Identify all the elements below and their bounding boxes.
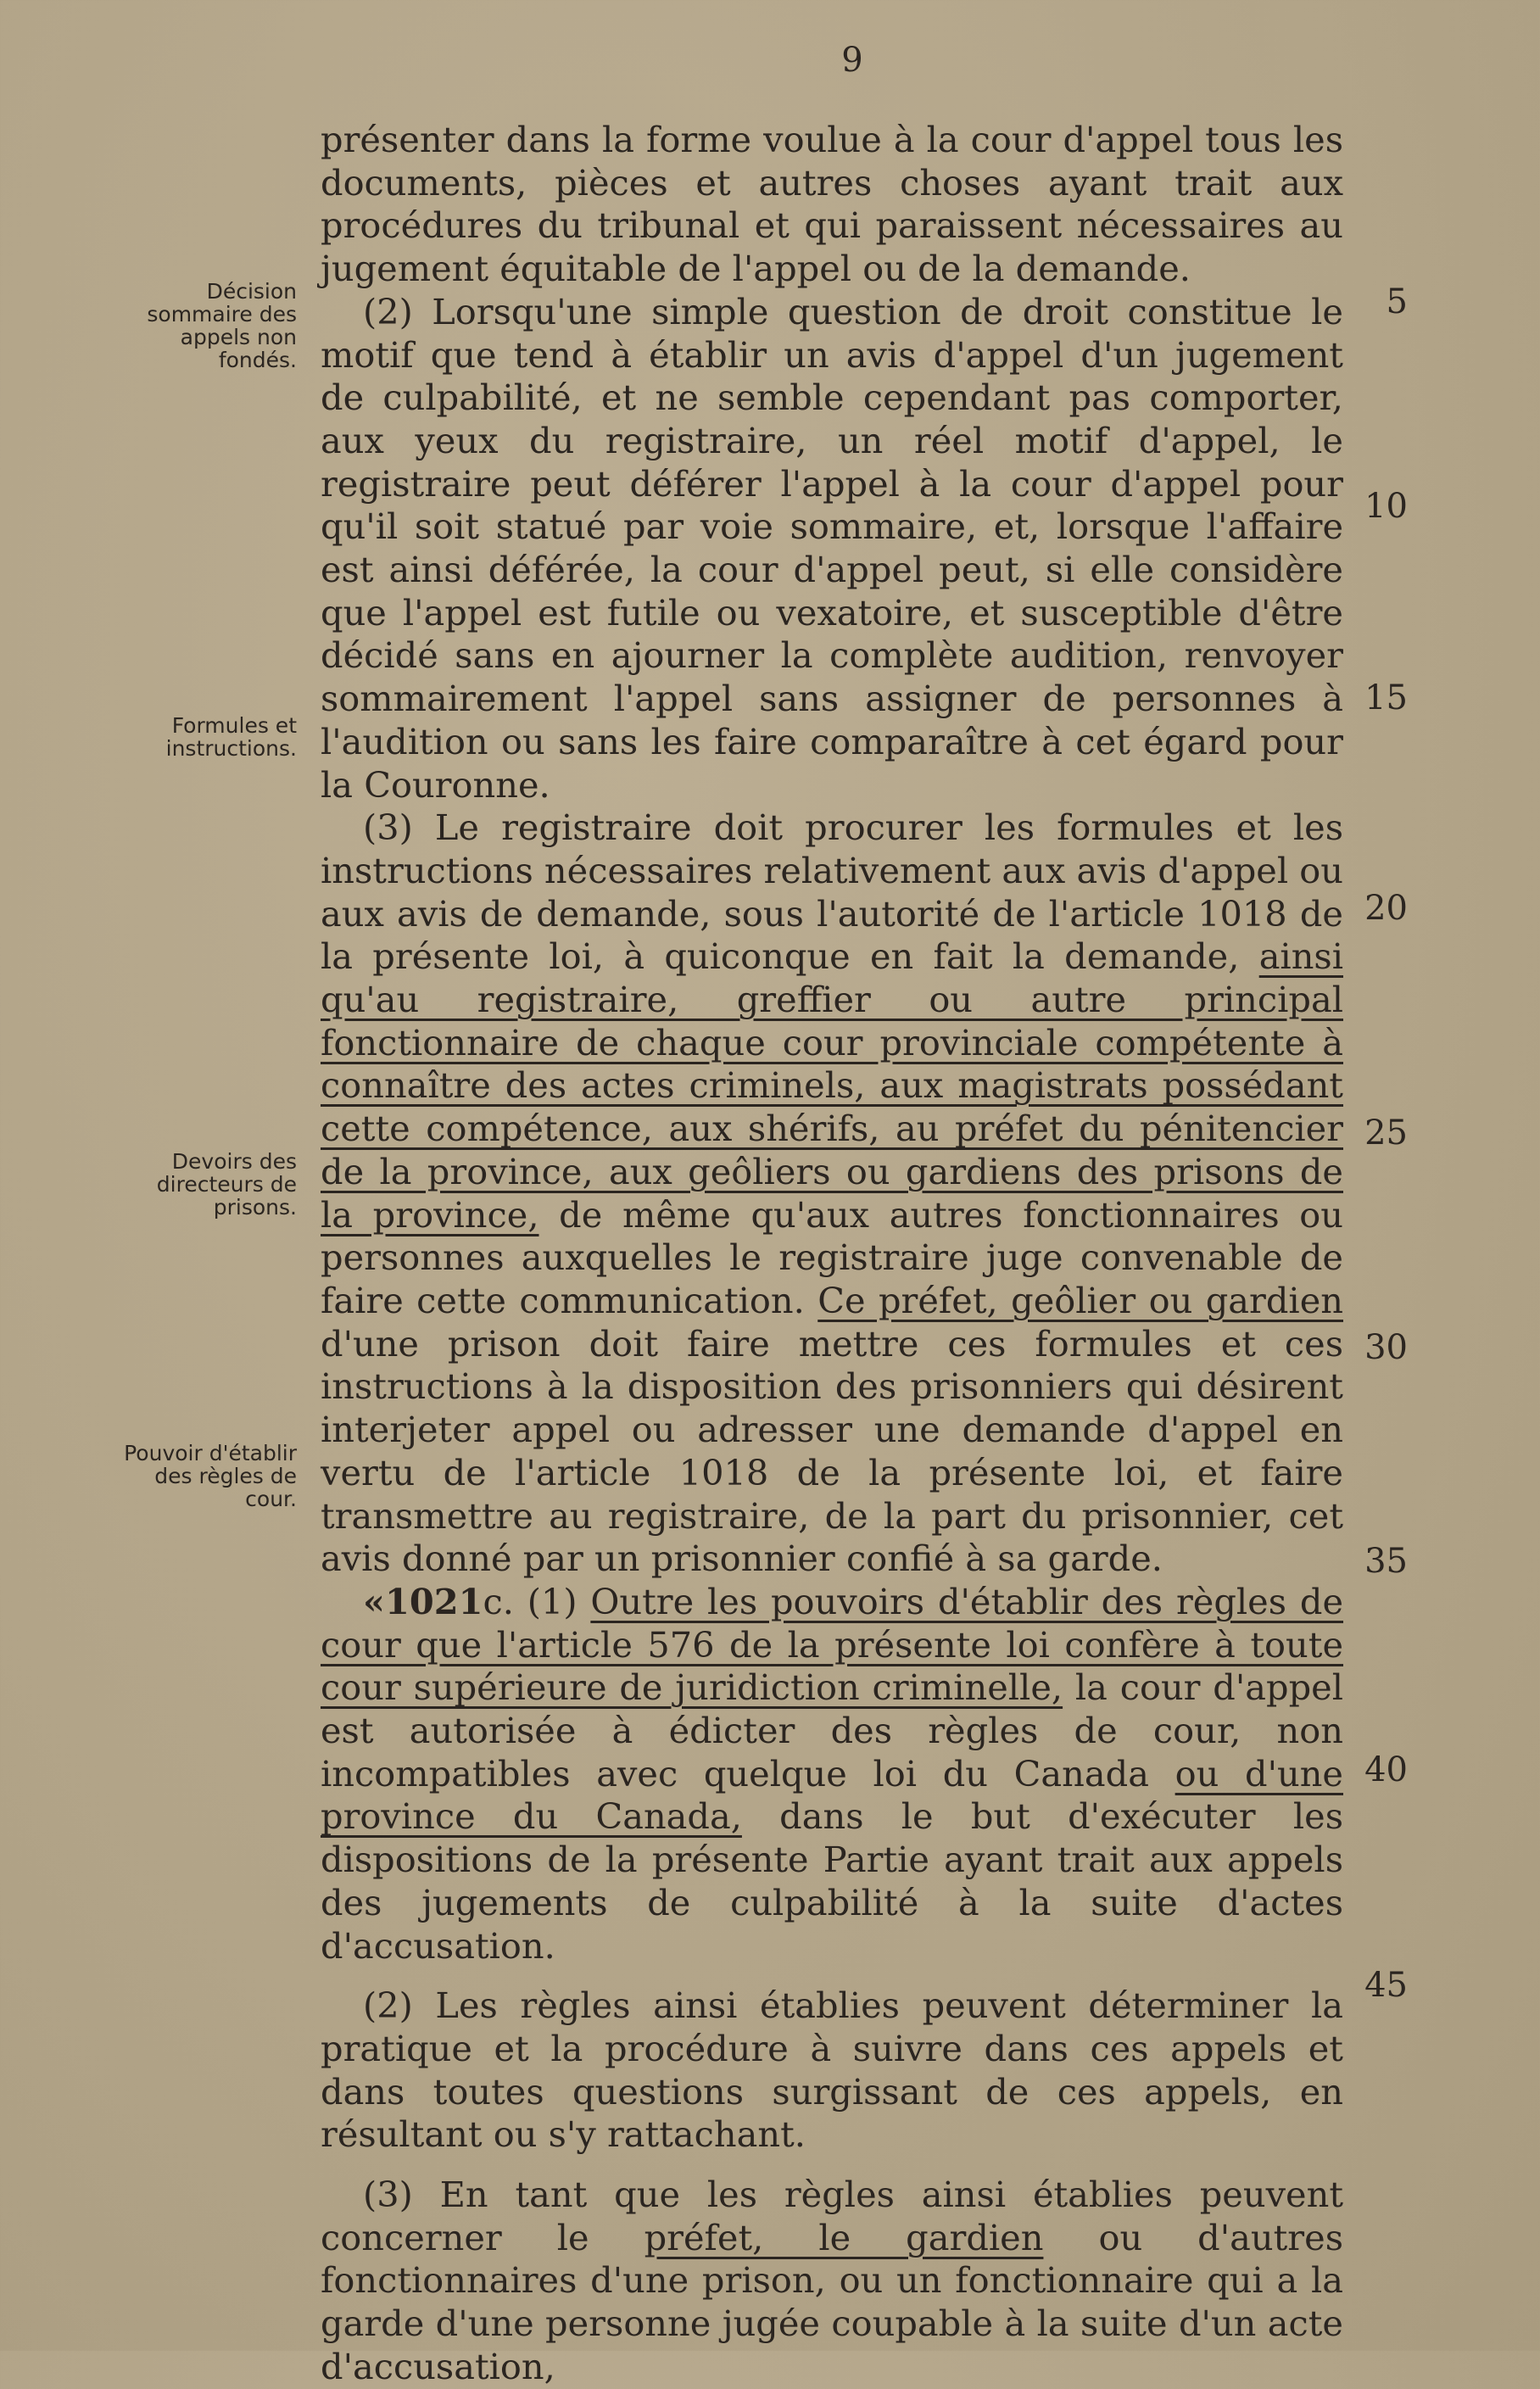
line-number-10: 10 [1364,487,1408,526]
line-number-20: 20 [1364,889,1408,928]
line-number-45: 45 [1364,1966,1408,2005]
amended-text: Ce préfet, geôlier ou gardien [817,1279,1343,1321]
paragraph-continued: présenter dans la forme voulue à la cour d'appel tous les documents, pièces et autres choses ayant trait aux procédures du tribunal et qui paraissent nécessaires au jugement équitable de l'appel ou de la demande. [321,119,1343,290]
amended-text: ou d'une province du Canada, [321,1752,1343,1838]
line-number-15: 15 [1364,678,1408,717]
paragraph-text: d'une prison doit faire mettre ces formules et ces instructions à la disposition des prisonniers qui désirent interjeter appel ou adresser une demande d'appel en vertu de l'article 1018 de la présente loi, et faire transmettre au registraire, de la part du prisonnier, cet avis donné par un prisonnier confié à sa garde. [321,1322,1343,1580]
paragraph-rules-practice: (2) Les règles ainsi établies peuvent déterminer la pratique et la procédure à suivre dans ces appels et dans toutes questions surgissant de ces appels, en résultant ou s'y rattachant. [321,1984,1343,2156]
paragraph-summary-decision: (2) Lorsqu'une simple question de droit constitue le motif que tend à établir un avis d'appel d'un jugement de culpabilité, et ne semble cependant pas comporter, aux yeux du registraire, un réel motif d'appel, le registraire peut déférer l'appel à la cour d'appel pour qu'il soit statué par voie sommaire, et, lorsque l'affaire est ainsi déférée, la cour d'appel peut, si elle considère que l'appel est futile ou vexatoire, et susceptible d'être décidé sans en ajourner la complète audition, renvoyer sommairement l'appel sans assigner de personnes à l'audition ou sans les faire comparaître à cet égard pour la Couronne. [321,290,1343,806]
margin-note-prison-directors-duties: Devoirs des directeurs de prisons. [156,1149,297,1220]
paragraph-text: ou d'autres fonctionnaires d'une prison, ou un fonctionnaire qui a la garde d'une personne jugée coupable à la suite d'un acte d'accusation, [321,2216,1343,2387]
paragraph-text: la cour d'appel est autorisée à édicter des règles de cour, non incompatibles avec quelque loi du Canada [321,1666,1343,1795]
line-number-35: 35 [1364,1542,1408,1581]
paragraph-text: (3) En tant que les règles ainsi établies peuvent concerner le [321,2174,1343,2258]
paragraph-text: (3) Le registraire doit procurer les formules et les instructions nécessaires relativement aux avis d'appel ou aux avis de demande, sous l'autorité de l'article 1018 de la présente loi, à quiconque en fait la demande, [321,807,1343,978]
margin-note-summary-decision: Décision sommaire des appels non fondés. [147,279,297,372]
line-number-30: 30 [1364,1328,1408,1367]
margin-note-forms-instructions: Formules et instructions. [165,713,297,761]
paragraph-section-1021c [321,1581,1343,1968]
line-number-25: 25 [1364,1114,1408,1153]
line-number-40: 40 [1364,1750,1408,1789]
amended-text: ainsi qu'au registraire, greffier ou autre principal fonctionnaire de chaque cour provinciale compétente à connaître des actes criminels, aux magistrats possédant cette compétence, aux shérifs, au préfet du pénitencier de la province, aux geôliers ou gardiens des prisons de la province, [321,935,1343,1236]
section-suffix: c. [483,1580,514,1622]
paragraph-forms-instructions [321,807,1343,1581]
section-number: «1021 [363,1580,483,1622]
amended-text: préfet, le gardien [644,2216,1044,2258]
paragraph-text: de même qu'aux autres fonctionnaires ou personnes auxquelles le registraire juge convenable de faire cette communication. [321,1193,1343,1321]
page-number: 9 [841,41,863,80]
body-text [321,119,1343,2389]
paragraph-text: (1) [513,1580,591,1622]
margin-note-court-rules-power: Pouvoir d'établir des règles de cour. [124,1441,297,1511]
paragraph-rules-prison [321,2174,1343,2389]
line-number-5: 5 [1386,282,1408,321]
amended-text: Outre les pouvoirs d'établir des règles de cour que l'article 576 de la présente loi confère à toute cour supérieure de juridiction criminelle, [321,1580,1344,1709]
paragraph-text: dans le but d'exécuter les dispositions de la présente Partie ayant trait aux appels des jugements de culpabilité à la suite d'actes d'accusation. [321,1795,1344,1967]
